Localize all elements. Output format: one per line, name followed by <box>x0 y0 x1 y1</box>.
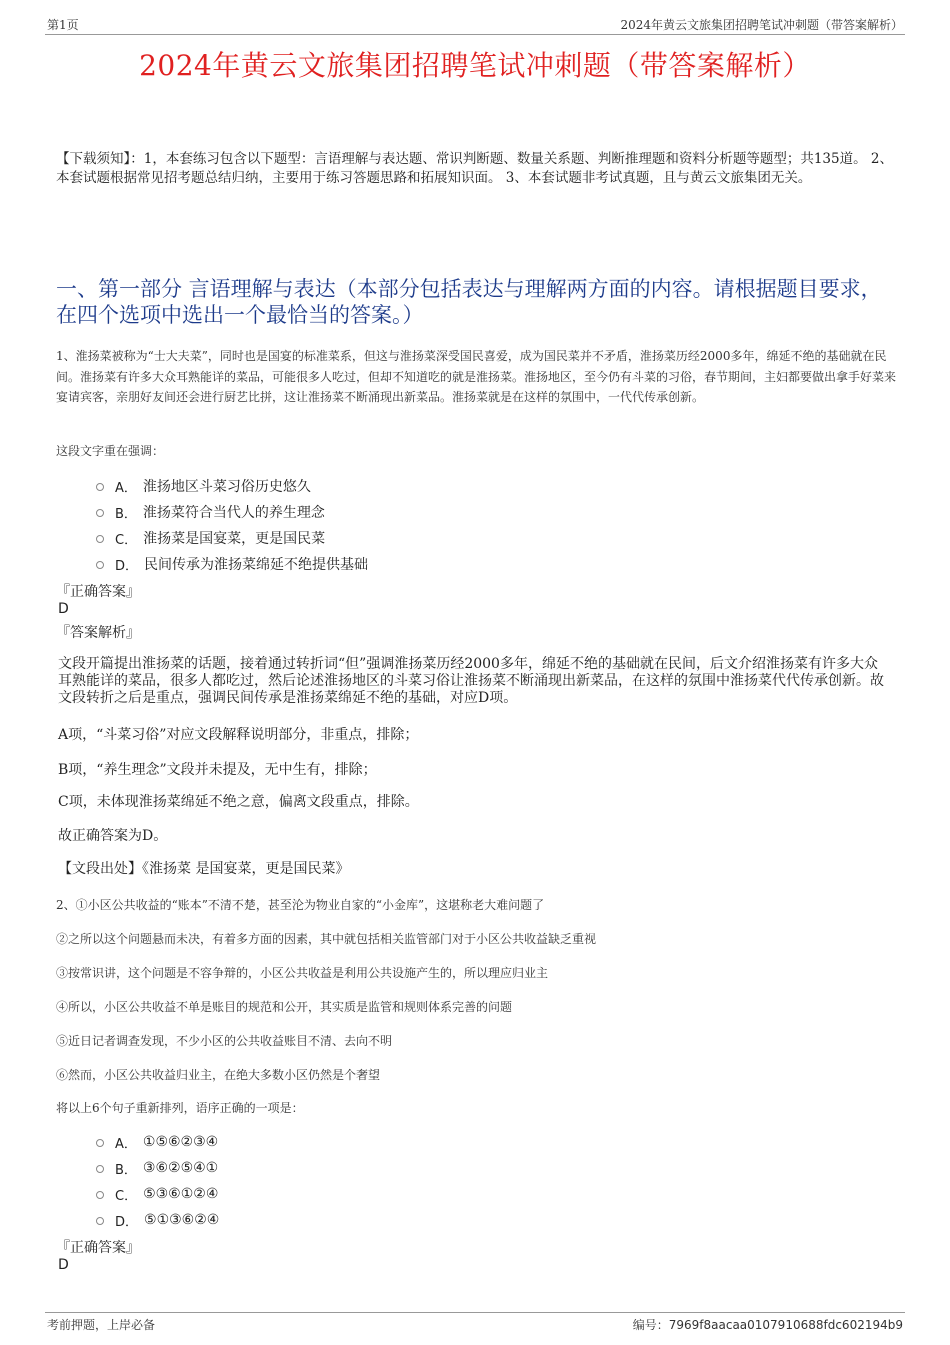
option-c[interactable]: C． ⑤③⑥①②④ <box>96 1181 896 1207</box>
radio-icon[interactable] <box>96 1139 104 1147</box>
question-2-sentence: ②之所以这个问题悬而未决，有着多方面的因素，其中就包括相关监管部门对于小区公共收益缺乏重视 <box>56 932 597 946</box>
question-2-sentence: 2、①小区公共收益的“账本”不清不楚，甚至沦为物业自家的“小金库”，这堪称老大难问题了 <box>56 898 545 912</box>
page-footer <box>45 1312 905 1333</box>
answer-label: 『正确答案』 <box>56 1240 140 1256</box>
option-d[interactable]: D． ⑤①③⑥②④ <box>96 1207 896 1233</box>
question-1-prompt: 这段文字重在强调： <box>56 444 165 458</box>
analysis-note: C项，未体现淮扬菜绵延不绝之意，偏离文段重点，排除。 <box>58 794 419 810</box>
radio-icon[interactable] <box>96 535 104 543</box>
page-number: 第1页 <box>47 18 79 32</box>
radio-icon[interactable] <box>96 1191 104 1199</box>
question-2-sentence: ④所以，小区公共收益不单是账目的规范和公开，其实质是监管和规则体系完善的问题 <box>56 1000 513 1014</box>
page-header <box>45 14 905 35</box>
answer-label: 『正确答案』 <box>56 584 140 600</box>
answer-value: D <box>58 601 69 617</box>
footer-doc-id: 编号：7969f8aacaa0107910688fdc602194b9 <box>632 1318 903 1332</box>
question-2-options <box>96 1129 896 1233</box>
radio-icon[interactable] <box>96 483 104 491</box>
analysis-note: A项，“斗菜习俗”对应文段解释说明部分，非重点，排除； <box>58 727 419 743</box>
option-b[interactable]: B． ③⑥②⑤④① <box>96 1155 896 1181</box>
question-2-sentence: ⑥然而，小区公共收益归业主，在绝大多数小区仍然是个奢望 <box>56 1068 381 1082</box>
header-doc-title: 2024年黄云文旅集团招聘笔试冲刺题（带答案解析） <box>620 18 903 32</box>
download-notice: 【下载须知】：1，本套练习包含以下题型：言语理解与表达题、常识判断题、数量关系题、判断推理题和资料分析题等题型；共135道。 2、本套试题根据常见招考题总结归纳，主要用于练习答题思路和拓展知识面。 3、本套试题非考试真题，且与黄云文旅集团无关。 <box>56 151 893 186</box>
option-b[interactable]: B． 淮扬菜符合当代人的养生理念 <box>96 499 896 525</box>
analysis-conclusion: 故正确答案为D。 <box>58 828 168 844</box>
option-d[interactable]: D． 民间传承为淮扬菜绵延不绝提供基础 <box>96 551 896 577</box>
source-note: 【文段出处】《淮扬菜 是国宴菜，更是国民菜》 <box>58 861 350 877</box>
question-2-sentence: ⑤近日记者调查发现，不少小区的公共收益账目不清、去向不明 <box>56 1034 393 1048</box>
radio-icon[interactable] <box>96 509 104 517</box>
analysis-text: 文段开篇提出淮扬菜的话题，接着通过转折词“但”强调淮扬菜历经2000多年，绵延不绝的基础就在民间，后文介绍淮扬菜有许多大众耳熟能详的菜品，很多人都吃过，然后论述淮扬地区的斗菜习俗让淮扬菜不断涌现出新菜品，在这样的氛围中淮扬菜代代传承创新。故文段转折之后是重点，强调民间传承是淮扬菜绵延不绝的基础，对应D项。 <box>58 656 884 706</box>
question-1-options <box>96 473 896 577</box>
radio-icon[interactable] <box>96 1217 104 1225</box>
document-title: 2024年黄云文旅集团招聘笔试冲刺题（带答案解析） <box>139 49 811 82</box>
radio-icon[interactable] <box>96 561 104 569</box>
question-2-sentence: ③按常识讲，这个问题是不容争辩的，小区公共收益是利用公共设施产生的，所以理应归业主 <box>56 966 549 980</box>
question-1-text: 1、淮扬菜被称为“士大夫菜”，同时也是国宴的标准菜系，但这与淮扬菜深受国民喜爱，成为国民菜并不矛盾，淮扬菜历经2000多年，绵延不绝的基础就在民间。淮扬菜有许多大众耳熟能详的菜品，可能很多人吃过，但却不知道吃的就是淮扬菜。淮扬地区，至今仍有斗菜的习俗，春节期间，主妇都要做出拿手好菜来宴请宾客，亲朋好友间还会进行厨艺比拼，这让淮扬菜不断涌现出新菜品。淮扬菜就是在这样的氛围中，一代代传承创新。 <box>56 349 897 404</box>
answer-value: D <box>58 1257 69 1273</box>
radio-icon[interactable] <box>96 1165 104 1173</box>
footer-slogan: 考前押题，上岸必备 <box>47 1318 156 1332</box>
section-heading: 一、第一部分 言语理解与表达（本部分包括表达与理解两方面的内容。请根据题目要求，在四个选项中选出一个最恰当的答案。） <box>56 277 882 327</box>
analysis-label: 『答案解析』 <box>56 625 140 641</box>
option-a[interactable]: A． ①⑤⑥②③④ <box>96 1129 896 1155</box>
question-2-prompt: 将以上6个句子重新排列，语序正确的一项是： <box>56 1101 304 1115</box>
option-a[interactable]: A． 淮扬地区斗菜习俗历史悠久 <box>96 473 896 499</box>
analysis-note: B项，“养生理念”文段并未提及，无中生有，排除； <box>58 762 377 778</box>
option-c[interactable]: C． 淮扬菜是国宴菜，更是国民菜 <box>96 525 896 551</box>
